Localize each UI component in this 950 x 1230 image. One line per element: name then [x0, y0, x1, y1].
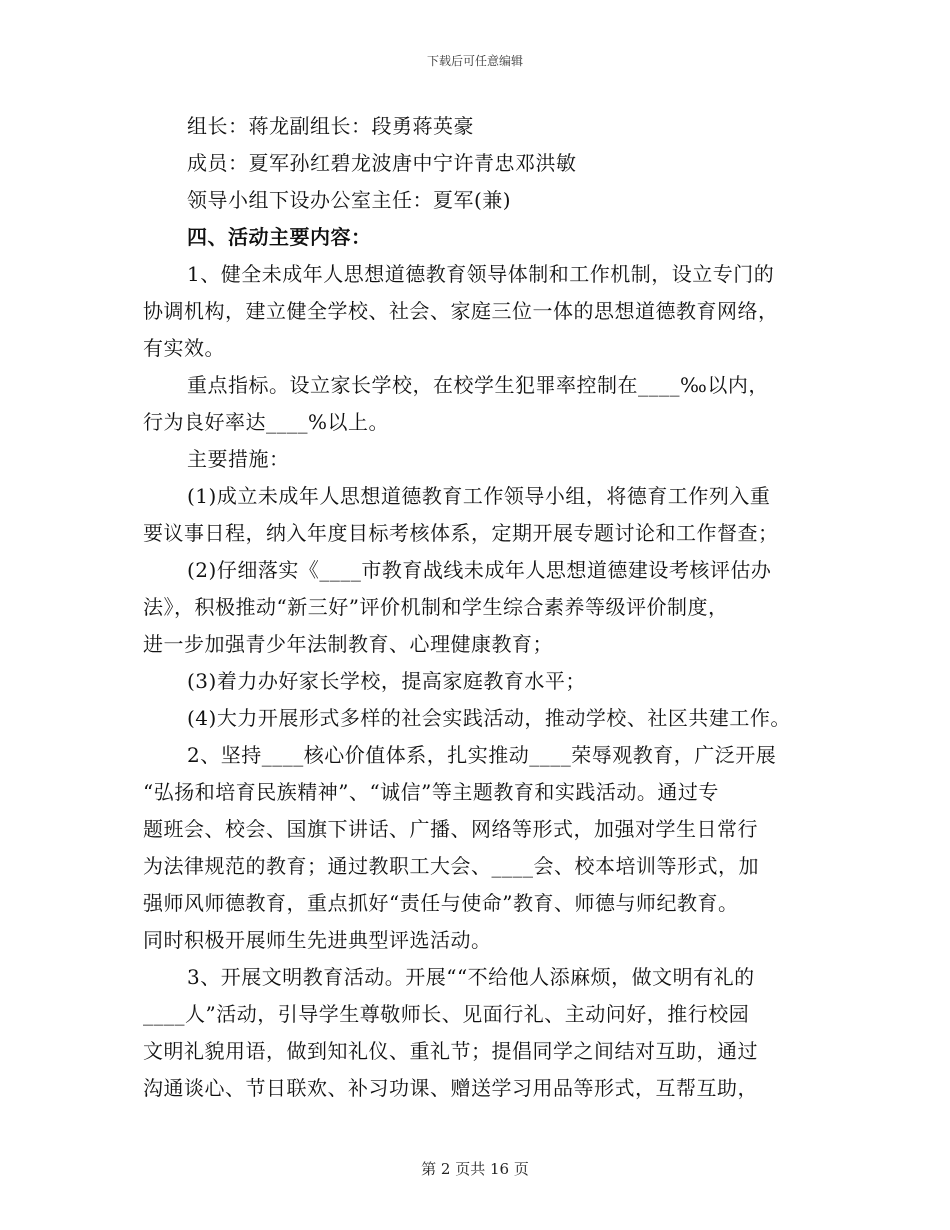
text-line-13: (2)仔细落实《____市教育战线未成年人思想道德建设考核评估办	[187, 558, 772, 582]
text-line-14: 法》，积极推动“新三好”评价机制和学生综合素养等级评价制度，	[143, 595, 729, 619]
text-line-24: 3、开展文明教育活动。开展““不给他人添麻烦，做文明有礼的	[187, 965, 755, 989]
text-line-02: 成员：夏军孙红碧龙波唐中宁许青忠邓洪敏	[187, 151, 577, 175]
text-line-05: 1、健全未成年人思想道德教育领导体制和工作机制，设立专门的	[187, 262, 775, 286]
text-line-16: (3)着力办好家长学校，提高家庭教育水平；	[187, 669, 586, 693]
text-line-26: 文明礼貌用语，做到知礼仪、重礼节；提倡同学之间结对互助，通过	[143, 1039, 758, 1063]
section-heading: 四、活动主要内容：	[187, 225, 372, 249]
text-line-03: 领导小组下设办公室主任：夏军(兼)	[187, 188, 512, 212]
text-line-06: 协调机构，建立健全学校、社会、家庭三位一体的思想道德教育网络，	[143, 299, 779, 323]
text-line-21: 为法律规范的教育；通过教职工大会、____会、校本培训等形式，加	[143, 854, 759, 878]
document-body	[143, 108, 823, 1107]
text-line-25: ____人”活动，引导学生尊敬师长、见面行礼、主动问好，推行校园	[143, 1002, 750, 1026]
text-line-01: 组长：蒋龙副组长：段勇蒋英豪	[187, 114, 474, 138]
text-line-19: “弘扬和培育民族精神”、“诚信”等主题教育和实践活动。通过专	[143, 780, 719, 804]
text-line-12: 要议事日程，纳入年度目标考核体系，定期开展专题讨论和工作督查；	[143, 521, 779, 545]
text-line-07: 有实效。	[143, 336, 225, 360]
text-line-17: (4)大力开展形式多样的社会实践活动，推动学校、社区共建工作。	[187, 706, 791, 730]
text-line-23: 同时积极开展师生先进典型评选活动。	[143, 928, 492, 952]
text-line-18: 2、坚持____核心价值体系，扎实推动____荣辱观教育，广泛开展	[187, 743, 777, 767]
text-line-09: 行为良好率达____%以上。	[143, 410, 390, 434]
text-line-11: (1)成立未成年人思想道德教育工作领导小组，将德育工作列入重	[187, 484, 771, 508]
text-line-20: 题班会、校会、国旗下讲话、广播、网络等形式，加强对学生日常行	[143, 817, 758, 841]
text-line-15: 进一步加强青少年法制教育、心理健康教育；	[143, 632, 553, 656]
text-line-10: 主要措施：	[187, 447, 290, 471]
page-header: 下载后可任意编辑	[426, 54, 523, 68]
page-footer: 第 2 页共 16 页	[421, 1160, 529, 1178]
text-line-27: 沟通谈心、节日联欢、补习功课、赠送学习用品等形式，互帮互助，	[143, 1076, 758, 1100]
text-line-08: 重点指标。设立家长学校，在校学生犯罪率控制在____‰以内，	[187, 373, 769, 397]
text-line-22: 强师风师德教育，重点抓好“责任与使命”教育、师德与师纪教育。	[143, 891, 739, 915]
